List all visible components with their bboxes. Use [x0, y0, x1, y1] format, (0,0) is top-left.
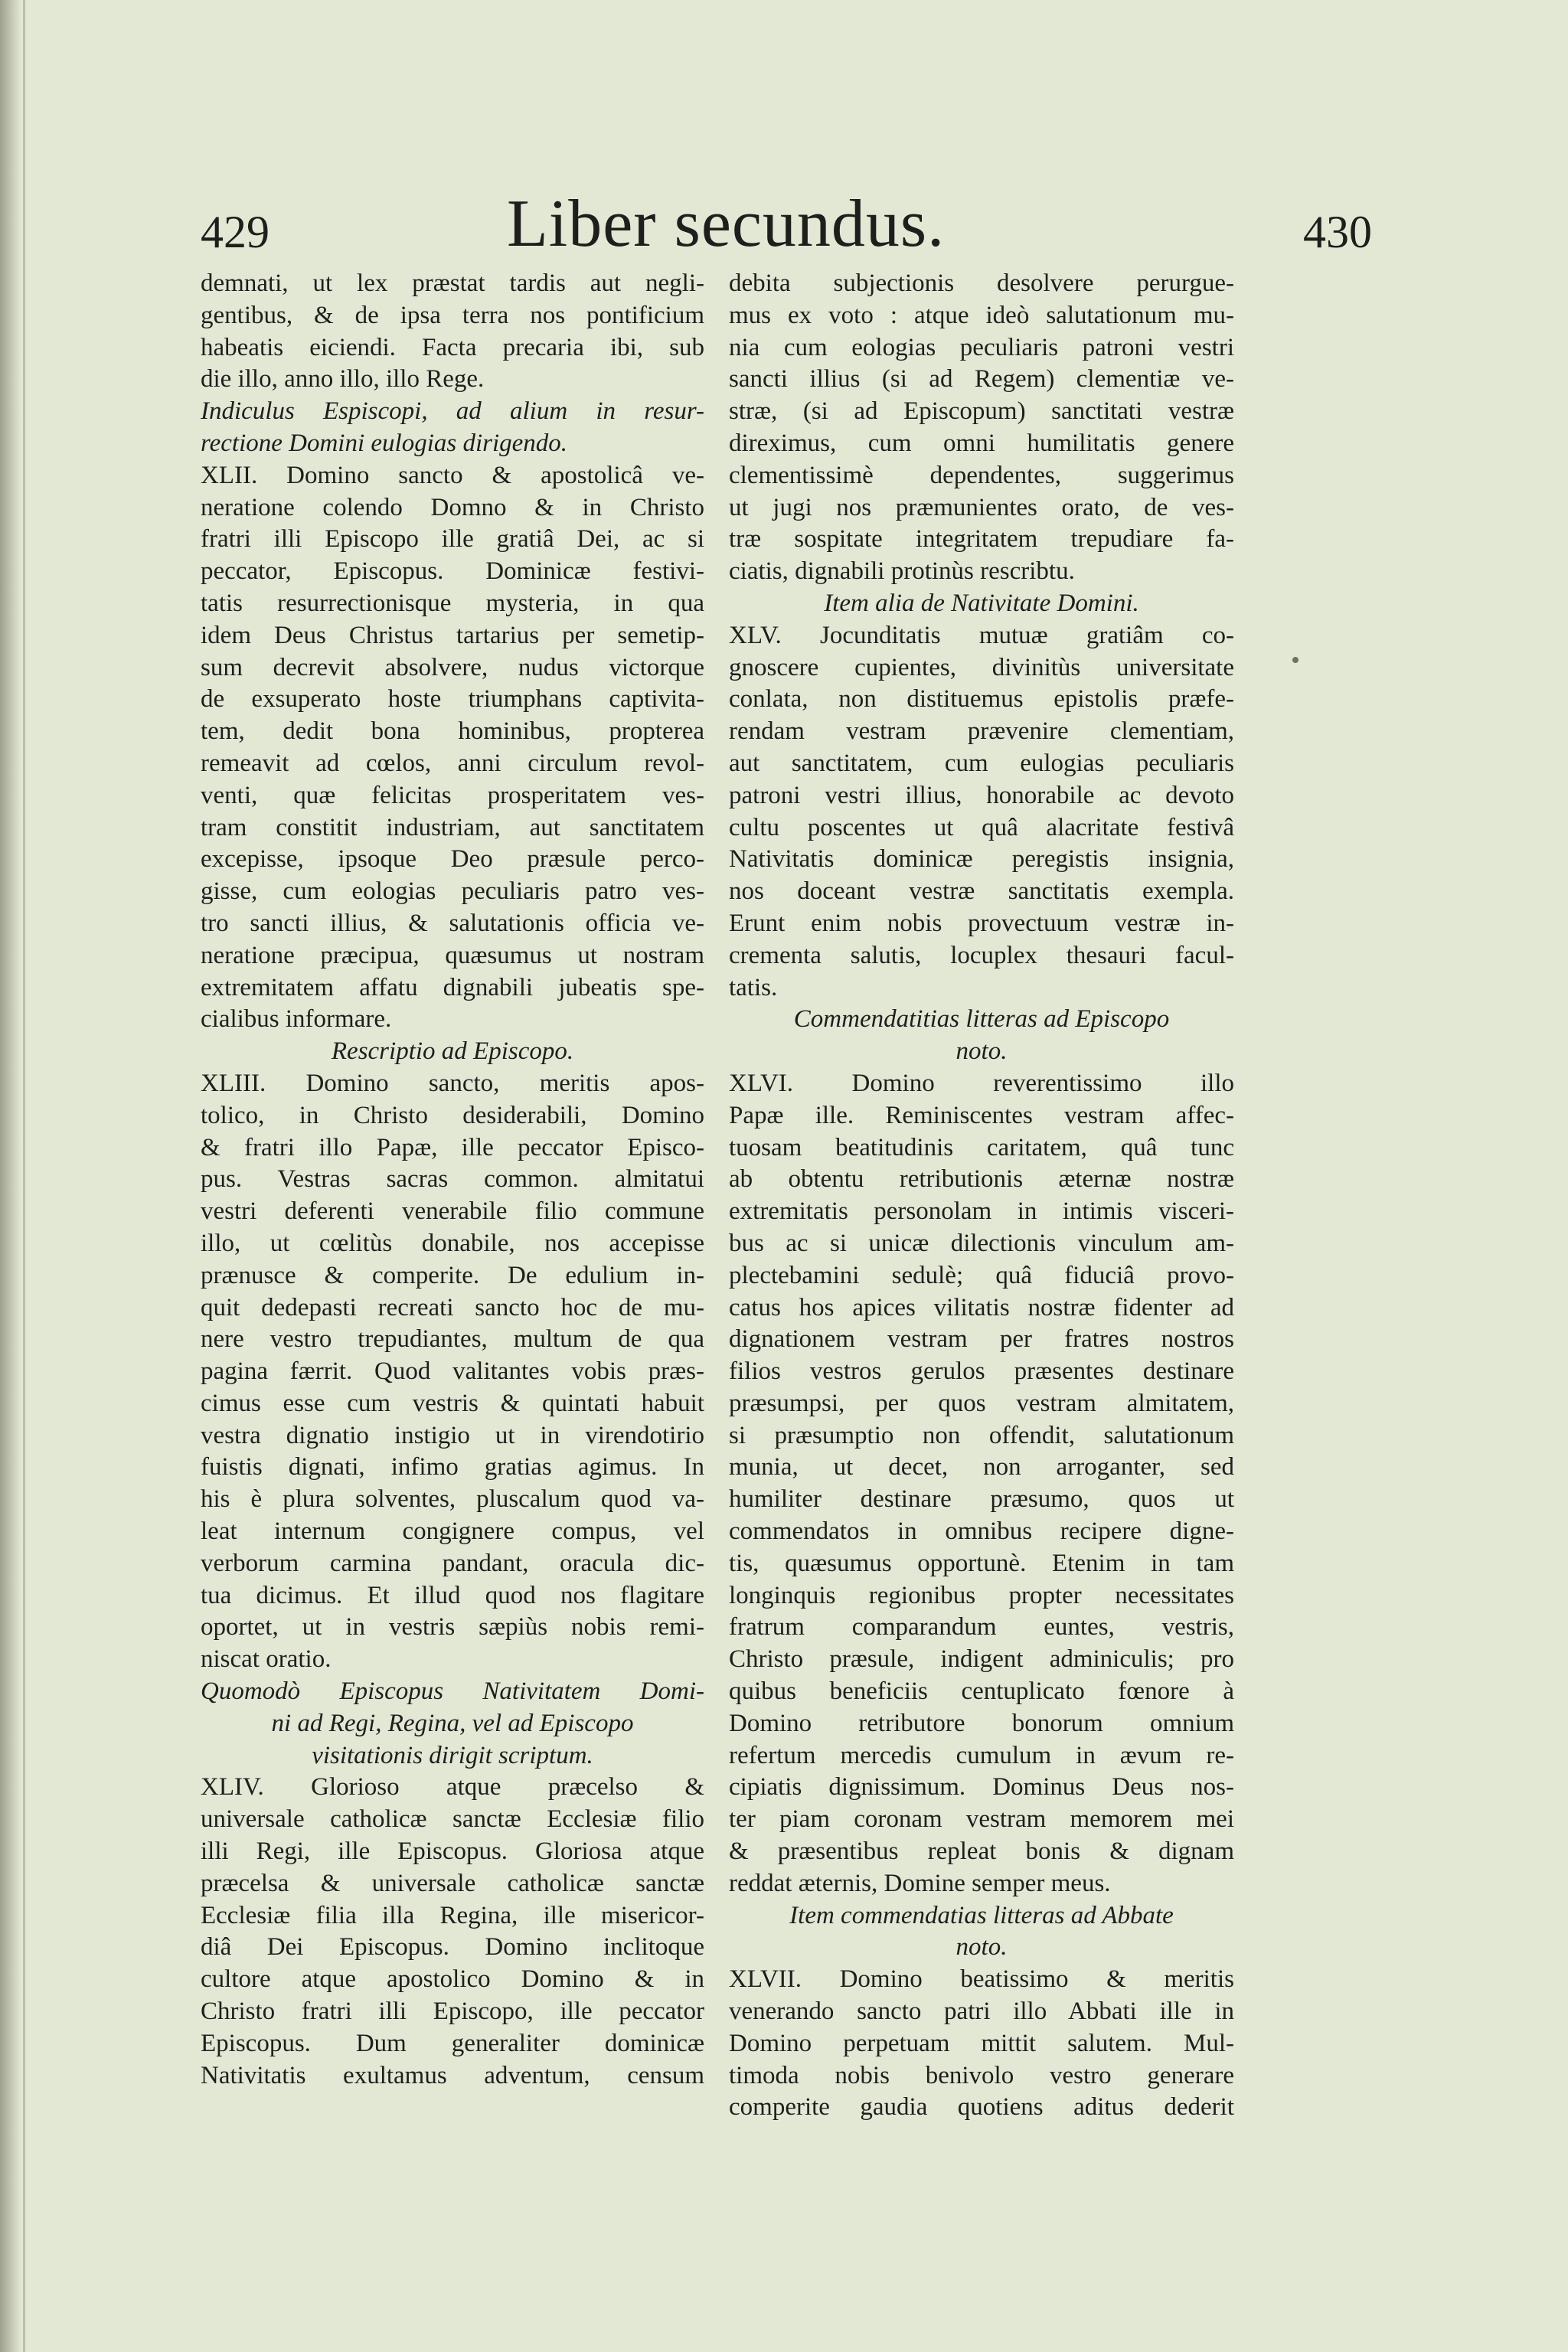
text-line: demnati, ut lex præstat tardis aut negli-: [201, 270, 704, 297]
text-line: tatis.: [729, 973, 778, 1001]
text-line: Rescriptio ad Episcopo.: [331, 1037, 574, 1066]
text-line: Commendatitias litteras ad Episcopo: [793, 1005, 1170, 1034]
text-line: Papæ ille. Reminiscentes vestram affec-: [729, 1101, 1234, 1129]
page-number-right: 430: [1303, 207, 1372, 257]
text-line: Item commendatias litteras ad Abbate: [789, 1901, 1174, 1929]
running-title: Liber secundus.: [507, 187, 946, 261]
text-line: Quomodò Episcopus Nativitatem Domi-: [201, 1677, 704, 1706]
text-line: Nativitatis dominicæ peregistis insignia,: [729, 845, 1234, 874]
text-line: cialibus informare.: [201, 1005, 392, 1034]
text-line: venti, quæ felicitas prosperitatem ves-: [201, 781, 704, 809]
text-line: excepisse, ipsoque Deo præsule perco-: [201, 845, 704, 874]
text-line: nere vestro trepudiantes, multum de qua: [201, 1325, 704, 1354]
text-line: XLVI. Domino reverentissimo illo: [729, 1069, 1234, 1097]
text-line: Ecclesiæ filia illa Regina, ille misericor-: [201, 1901, 704, 1929]
text-line: Domino perpetuam mittit salutem. Mul-: [729, 2029, 1234, 2057]
text-line: fuistis dignati, infimo gratias agimus. In: [201, 1453, 704, 1481]
text-line: diâ Dei Episcopus. Domino inclitoque: [201, 1933, 704, 1962]
text-line: catus hos apices vilitatis nostræ fidenter ad: [729, 1293, 1234, 1321]
text-line: præcelsa & universale catholicæ sanctæ: [201, 1869, 704, 1897]
text-line: niscat oratio.: [201, 1645, 332, 1674]
text-line: tram constitit industriam, aut sanctitatem: [201, 813, 704, 841]
text-line: fratrum comparandum euntes, vestris,: [729, 1613, 1234, 1642]
text-line: reddat æternis, Domine semper meus.: [729, 1869, 1111, 1897]
text-line: filios vestros gerulos præsentes destinare: [729, 1357, 1234, 1386]
running-header: [201, 187, 1372, 261]
text-line: præsumpsi, per quos vestram almitatem,: [729, 1389, 1234, 1417]
text-line: oportet, ut in vestris sæpiùs nobis remi-: [201, 1613, 704, 1642]
text-line: noto.: [956, 1037, 1008, 1066]
text-line: dignationem vestram per fratres nostros: [729, 1325, 1234, 1354]
text-line: noto.: [956, 1933, 1008, 1962]
text-line: neratione præcipua, quæsumus ut nostram: [201, 941, 704, 969]
text-line: Item alia de Nativitate Domini.: [824, 589, 1139, 617]
text-line: nia cum eologias peculiaris patroni vestri: [729, 333, 1234, 361]
ink-speck: [1292, 657, 1298, 663]
text-line: ni ad Regi, Regina, vel ad Episcopo: [271, 1709, 634, 1737]
text-line: Episcopus. Dum generaliter dominicæ: [201, 2029, 704, 2057]
text-line: remeavit ad cœlos, anni circulum revol-: [201, 749, 704, 777]
text-line: pus. Vestras sacras common. almitatui: [201, 1165, 704, 1194]
text-line: quibus beneficiis centuplicato fœnore à: [729, 1677, 1234, 1706]
text-line: pagina færrit. Quod valitantes vobis præs-: [201, 1357, 704, 1386]
text-line: tolico, in Christo desiderabili, Domino: [201, 1101, 704, 1129]
text-line: & fratri illo Papæ, ille peccator Episco-: [201, 1133, 704, 1161]
text-line: cultu poscentes ut quâ alacritate festivâ: [729, 813, 1234, 841]
text-line: timoda nobis benivolo vestro generare: [729, 2061, 1234, 2089]
text-line: die illo, anno illo, illo Rege.: [201, 365, 485, 394]
text-line: clementissimè dependentes, suggerimus: [729, 461, 1234, 489]
text-line: longinquis regionibus propter necessitates: [729, 1581, 1234, 1609]
text-line: & præsentibus repleat bonis & dignam: [729, 1838, 1234, 1866]
text-line: quit dedepasti recreati sancto hoc de mu-: [201, 1293, 704, 1321]
text-line: illo, ut cœlitùs donabile, nos accepisse: [201, 1229, 704, 1257]
page-gutter-shadow: [0, 0, 21, 2352]
page-binding-edge: [23, 0, 25, 2352]
text-line: Domino retributore bonorum omnium: [729, 1709, 1234, 1737]
text-line: direximus, cum omni humilitatis genere: [729, 429, 1234, 457]
text-line: plectebamini sedulè; quâ fiduciâ provo-: [729, 1261, 1234, 1289]
text-line: leat internum congignere compus, vel: [201, 1517, 704, 1546]
text-column-left: [201, 268, 704, 2092]
text-line: extremitatem affatu dignabili jubeatis spe-: [201, 973, 704, 1001]
text-line: si præsumptio non offendit, salutationum: [729, 1421, 1234, 1449]
text-line: patroni vestri illius, honorabile ac devoto: [729, 781, 1234, 809]
text-line: tuosam beatitudinis caritatem, quâ tunc: [729, 1133, 1234, 1161]
text-line: XLVII. Domino beatissimo & meritis: [729, 1965, 1234, 1994]
text-line: rectione Domini eulogias dirigendo.: [201, 429, 568, 457]
text-line: crementa salutis, locuplex thesauri facul-: [729, 941, 1234, 969]
text-line: prænusce & comperite. De edulium in-: [201, 1261, 704, 1289]
text-line: debita subjectionis desolvere perurgue-: [729, 270, 1234, 297]
text-line: Christo fratri illi Episcopo, ille peccator: [201, 1998, 704, 2026]
text-line: cimus esse cum vestris & quintati habuit: [201, 1389, 704, 1417]
text-line: mus ex voto : atque ideò salutationum mu-: [729, 301, 1234, 329]
text-line: XLIII. Domino sancto, meritis apos-: [201, 1069, 704, 1097]
text-line: vestri deferenti venerabile filio commune: [201, 1197, 704, 1226]
text-line: refertum mercedis cumulum in ævum re-: [729, 1741, 1234, 1769]
text-line: illi Regi, ille Episcopus. Gloriosa atque: [201, 1838, 704, 1866]
text-line: extremitatis personolam in intimis visceri-: [729, 1197, 1234, 1226]
text-line: fratri illi Episcopo ille gratiâ Dei, ac si: [201, 525, 704, 554]
text-line: Erunt enim nobis provectuum vestræ in-: [729, 909, 1234, 937]
text-line: munia, ut decet, non arroganter, sed: [729, 1453, 1234, 1481]
text-line: idem Deus Christus tartarius per semetip-: [201, 621, 704, 649]
text-line: ter piam coronam vestram memorem mei: [729, 1805, 1234, 1834]
text-line: sancti illius (si ad Regem) clementiæ ve-: [729, 365, 1234, 394]
text-line: de exsuperato hoste triumphans captivita-: [201, 685, 704, 714]
text-line: comperite gaudia quotiens aditus dederit: [729, 2093, 1234, 2122]
text-line: nos doceant vestræ sanctitatis exempla.: [729, 877, 1234, 906]
text-line: gisse, cum eologias peculiaris patro ves-: [201, 877, 704, 906]
text-line: verborum carmina pandant, oracula dic-: [201, 1549, 704, 1577]
text-line: venerando sancto patri illo Abbati ille in: [729, 1998, 1234, 2026]
text-line: XLV. Jocunditatis mutuæ gratiâm co-: [729, 621, 1234, 649]
text-line: tis, quæsumus opportunè. Etenim in tam: [729, 1549, 1234, 1577]
text-line: Nativitatis exultamus adventum, censum: [201, 2061, 704, 2089]
text-line: commendatos in omnibus recipere digne-: [729, 1517, 1234, 1546]
text-line: cultore atque apostolico Domino & in: [201, 1965, 704, 1994]
text-line: tua dicimus. Et illud quod nos flagitare: [201, 1581, 704, 1609]
text-line: stræ, (si ad Episcopum) sanctitati vestræ: [729, 397, 1234, 426]
text-line: XLIV. Glorioso atque præcelso &: [201, 1773, 704, 1802]
text-line: his è plura solventes, pluscalum quod va-: [201, 1485, 704, 1514]
text-line: tatis resurrectionisque mysteria, in qua: [201, 589, 704, 617]
text-line: rendam vestram prævenire clementiam,: [729, 717, 1234, 746]
text-line: ab obtentu retributionis æternæ nostræ: [729, 1165, 1234, 1194]
text-line: aut sanctitatem, cum eulogias peculiaris: [729, 749, 1234, 777]
text-line: bus ac si unicæ dilectionis vinculum am-: [729, 1229, 1234, 1257]
text-line: gentibus, & de ipsa terra nos pontificium: [201, 301, 704, 329]
text-line: ciatis, dignabili protinùs rescribtu.: [729, 557, 1075, 586]
text-line: gnoscere cupientes, divinitùs universitate: [729, 653, 1234, 681]
text-line: vestra dignatio instigio ut in virendotirio: [201, 1421, 704, 1449]
page-number-left: 429: [201, 207, 270, 257]
text-line: conlata, non distituemus epistolis præfe-: [729, 685, 1234, 714]
text-line: peccator, Episcopus. Dominicæ festivi-: [201, 557, 704, 586]
text-line: XLII. Domino sancto & apostolicâ ve-: [201, 461, 704, 489]
text-line: tro sancti illius, & salutationis officia ve-: [201, 909, 704, 937]
text-line: træ sospitate integritatem trepudiare fa-: [729, 525, 1234, 554]
text-line: tem, dedit bona hominibus, propterea: [201, 717, 704, 746]
text-line: visitationis dirigit scriptum.: [312, 1741, 593, 1769]
text-column-right: [729, 268, 1234, 2124]
text-line: Indiculus Espiscopi, ad alium in resur-: [201, 397, 704, 426]
text-line: universale catholicæ sanctæ Ecclesiæ filio: [201, 1805, 704, 1834]
text-line: Christo præsule, indigent adminiculis; pro: [729, 1645, 1234, 1674]
text-line: humiliter destinare præsumo, quos ut: [729, 1485, 1234, 1514]
text-line: habeatis eiciendi. Facta precaria ibi, sub: [201, 333, 704, 361]
text-line: neratione colendo Domno & in Christo: [201, 493, 704, 521]
text-line: cipiatis dignissimum. Dominus Deus nos-: [729, 1773, 1234, 1802]
text-line: sum decrevit absolvere, nudus victorque: [201, 653, 704, 681]
text-line: ut jugi nos præmunientes orato, de ves-: [729, 493, 1234, 521]
